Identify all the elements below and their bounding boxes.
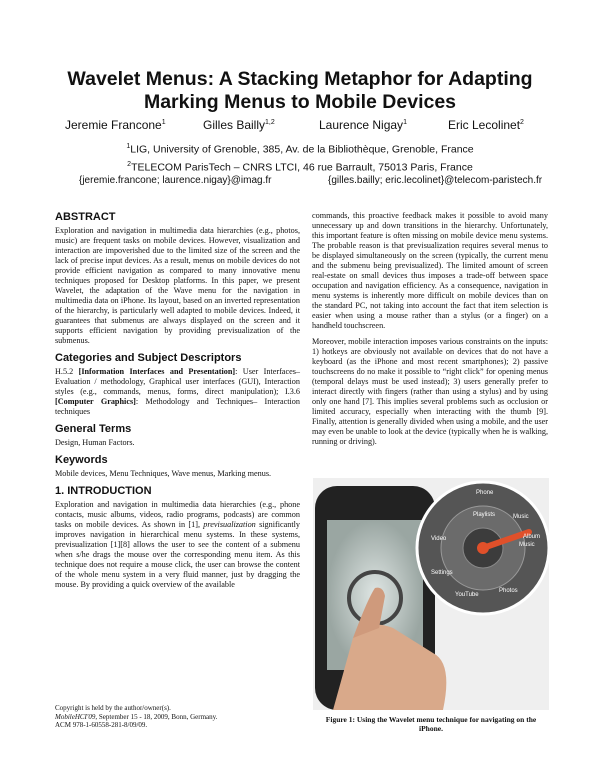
right-paragraph-2: Moreover, mobile interaction imposes various constraints on the inputs: 1) hotkeys are obviously not available on devices that do not have a keyboard (as the iPhone and most recent smartphones); 2) passive touchscreens do no make it possible to “right click” for opening menus (temporal delays must be used instead); 3) users generally prefer to interact directly with fingers (rather than using a stylus) and by using only one hand [7]. This implies several problems such as occlusion or limited accuracy, especially when interacting with the thumb [9]. Finally, attention is generally divided when using a mobile, and the user may even be unable to look at the device (typically when he is walking, running or driving).	[312, 337, 548, 446]
introduction-heading: 1. INTRODUCTION	[55, 485, 152, 497]
right-paragraph-1: commands, this proactive feedback makes it possible to avoid many unnecessary up and down transitions in the hierarchy. Unfortunately, this important feature is often missing on mobile device menu systems. The probable reason is that previsualization requires several menus to be displayed simultaneously on the screen (typically, the current menu and the submenu being previsualized). The limited amount of screen real-estate on small devices thus imposes a trade-off between space occupation and navigation efficiency. As a consequence, navigation in menu systems is inherently more difficult on mobile devices than on the standard PC, not taking into account the fact that item selection is easier when using a mouse rather than a stylus (or a finger) on a handheld touchscreen.	[312, 211, 548, 330]
author-4: Eric Lecolinet$^2$	[448, 118, 524, 132]
affiliation-1: $^1$LIG, University of Grenoble, 385, Av. de la Bibliothèque, Grenoble, France	[126, 143, 474, 156]
menu-label-phone: Phone	[476, 490, 494, 496]
menu-label-music-top: Music	[513, 514, 529, 520]
categories-heading: Categories and Subject Descriptors	[55, 352, 242, 364]
author-3: Laurence Nigay$^1$	[319, 118, 407, 132]
menu-label-music: Music	[519, 542, 535, 548]
left-column	[55, 211, 300, 596]
email-paristech[interactable]: {gilles.bailly; eric.lecolinet}@telecom-paristech.fr	[328, 175, 543, 186]
keywords-heading: Keywords	[55, 454, 108, 466]
introduction-text: Exploration and navigation in multimedia data hierarchies (e.g., phone contacts, music albums, videos, radio programs, podcasts) are common tasks on mobile devices. As shown in [1], previsualization significantly improves navigation in hierarchical menu systems. In these systems, previsualization [1][8] allows the user to see the content of a submenu when s/he drags the mouse over the corresponding menu item. As this technique does not require a mouse click, the user can browse the content of the whole menu system in a very fluid manner, just by dragging the mouse. By providing a quick overview of the available	[55, 500, 300, 589]
menu-label-youtube: YouTube	[455, 592, 479, 598]
keywords-text: Mobile devices, Menu Techniques, Wave menus, Marking menus.	[55, 469, 272, 478]
general-terms-heading: General Terms	[55, 423, 132, 435]
copyright-footnote: Copyright is held by the author/owner(s). MobileHCI'09, September 15 - 18, 2009, Bonn, Germany. ACM 978-1-60558-281-8/09/09.	[55, 704, 218, 729]
menu-label-album: Album	[523, 534, 541, 540]
paper-title: Wavelet Menus: A Stacking Metaphor for Adapting Marking Menus to Mobile Devices	[67, 68, 533, 113]
figure-photo	[313, 478, 549, 710]
menu-label-video: Video	[431, 536, 447, 542]
figure-caption: Figure 1: Using the Wavelet menu technique for navigating on the iPhone.	[325, 715, 537, 733]
figure-illustration	[313, 478, 549, 710]
menu-label-playlists: Playlists	[473, 512, 496, 518]
author-2: Gilles Bailly$^{1,2}$	[203, 118, 275, 132]
general-terms-text: Design, Human Factors.	[55, 438, 135, 447]
right-column	[312, 211, 548, 453]
abstract-text: Exploration and navigation in multimedia data hierarchies (e.g., photos, music) are frequent tasks on mobile devices. However, visualization and interaction are impoverished due to the limited size of the screen and the lack of precise input devices. As a result, menus on mobile devices do not provide efficient navigation as compared to many innovative menu techniques proposed for Desktop platforms. In this paper, we present Wavelet, the adaptation of the Wave menu for the navigation in multimedia data on iPhone. Its layout, based on an inverted representation of the hierarchy, is particularly well adapted to mobile devices. Indeed, it guarantees that submenus are always displayed on the screen and it supports efficient navigation by providing previsualization of the submenus.	[55, 226, 300, 345]
menu-label-settings: Settings	[431, 570, 453, 576]
selection-pivot	[477, 542, 489, 554]
author-1: Jeremie Francone$^1$	[65, 118, 166, 132]
menu-label-photos: Photos	[499, 588, 518, 594]
categories-text: H.5.2 [Information Interfaces and Presentation]: User Interfaces– Evaluation / methodology, Graphical user interfaces (GUI), Interaction styles (e.g., commands, menus, forms, direct manipulation); I.3.6 [Computer Graphics]: Methodology and Techniques– Interaction techniques	[55, 367, 300, 416]
affiliation-2: $^2$TELECOM ParisTech – CNRS LTCI, 46 rue Barrault, 75013 Paris, France	[127, 161, 473, 174]
email-grenoble[interactable]: {jeremie.francone; laurence.nigay}@imag.fr	[79, 175, 272, 186]
abstract-heading: ABSTRACT	[55, 211, 116, 223]
